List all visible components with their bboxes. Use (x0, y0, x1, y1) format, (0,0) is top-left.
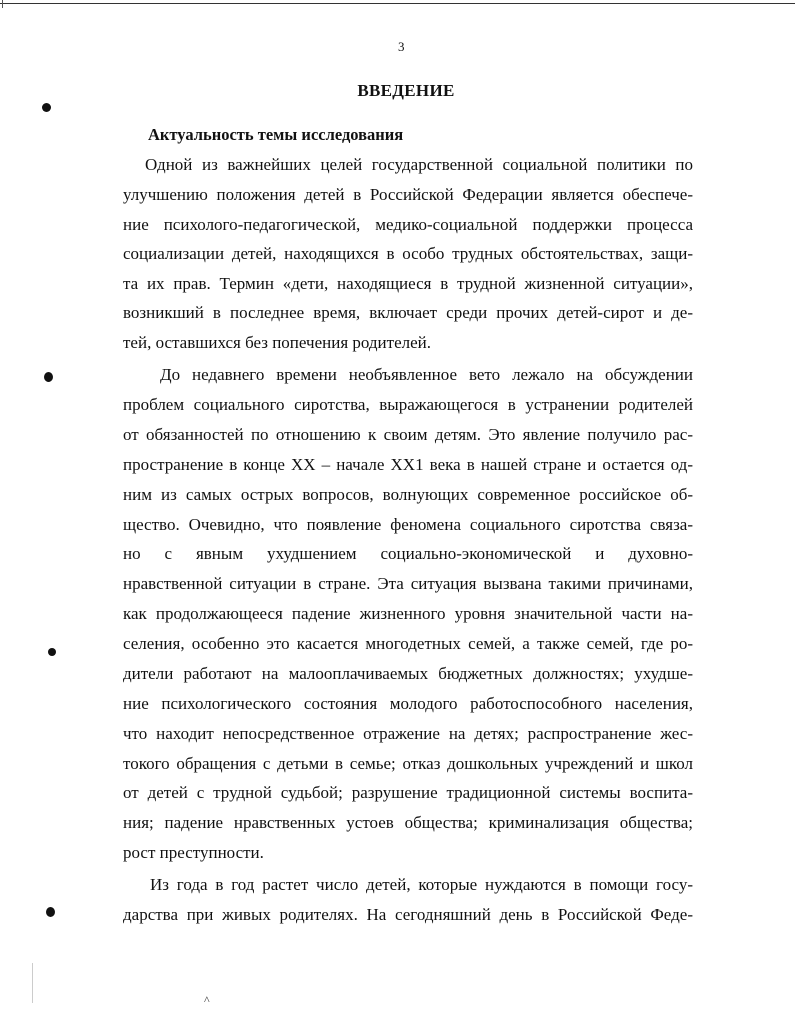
text-line: возникший в последнее время, включает среди прочих детей-сирот и де- (123, 303, 693, 322)
text-line: ние психологического состояния молодого работоспособного населения, (123, 694, 693, 713)
binder-hole-mark (44, 372, 53, 382)
text-line: щество. Очевидно, что появление феномена социального сиротства связа- (123, 515, 693, 534)
text-line: та их прав. Термин «дети, находящиеся в трудной жизненной ситуации», (123, 274, 693, 293)
text-line: селения, особенно это касается многодетных семей, а также семей, где ро- (123, 634, 693, 653)
text-line: улучшению положения детей в Российской Федерации является обеспече- (123, 185, 693, 204)
text-line: Одной из важнейших целей государственной социальной политики по (145, 155, 693, 174)
text-line: ния; падение нравственных устоев общества; криминализация общества; (123, 813, 693, 832)
section-title: Актуальность темы исследования (148, 125, 404, 144)
text-line: как продолжающееся падение жизненного уровня значительной части на- (123, 604, 693, 623)
text-line: нравственной ситуации в стране. Эта ситуация вызвана такими причинами, (123, 574, 693, 593)
text-line: тей, оставшихся без попечения родителей. (123, 333, 431, 352)
text-line: от обязанностей по отношению к своим детям. Это явление получило рас- (123, 425, 693, 444)
text-line: токого обращения с детьми в семье; отказ дошкольных учреждений и школ (123, 754, 693, 773)
scan-top-edge (0, 3, 795, 4)
text-line: что находит непосредственное отражение на детях; распространение жес- (123, 724, 693, 743)
text-line: ним из самых острых вопросов, волнующих современное российское об- (123, 485, 693, 504)
caret-mark-icon: ^ (204, 993, 210, 1007)
text-line: Из года в год растет число детей, которые нуждаются в помощи госу- (150, 875, 693, 894)
text-line: проблем социального сиротства, выражающегося в устранении родителей (123, 395, 693, 414)
binder-hole-mark (42, 103, 51, 112)
text-line: ние психолого-педагогической, медико-социальной поддержки процесса (123, 215, 693, 234)
page-title: ВВЕДЕНИЕ (357, 81, 455, 100)
text-line: пространение в конце XX – начале XX1 века в нашей стране и остается од- (123, 455, 693, 474)
text-line: от детей с трудной судьбой; разрушение традиционной системы воспита- (123, 783, 693, 802)
text-line: дители работают на малооплачиваемых бюджетных должностях; ухудше- (123, 664, 693, 683)
page-number: 3 (398, 39, 405, 54)
text-line: но с явным ухудшением социально-экономической и духовно- (123, 544, 693, 563)
text-line: рост преступности. (123, 843, 264, 862)
text-line: дарства при живых родителях. На сегодняшний день в Российской Феде- (123, 905, 693, 924)
text-line: социализации детей, находящихся в особо трудных обстоятельствах, защи- (123, 244, 693, 263)
binder-hole-mark (46, 907, 55, 917)
scan-left-edge (2, 0, 3, 8)
scan-artifact-line (32, 963, 33, 1003)
text-line: До недавнего времени необъявленное вето лежало на обсуждении (160, 365, 693, 384)
binder-hole-mark (48, 648, 56, 656)
